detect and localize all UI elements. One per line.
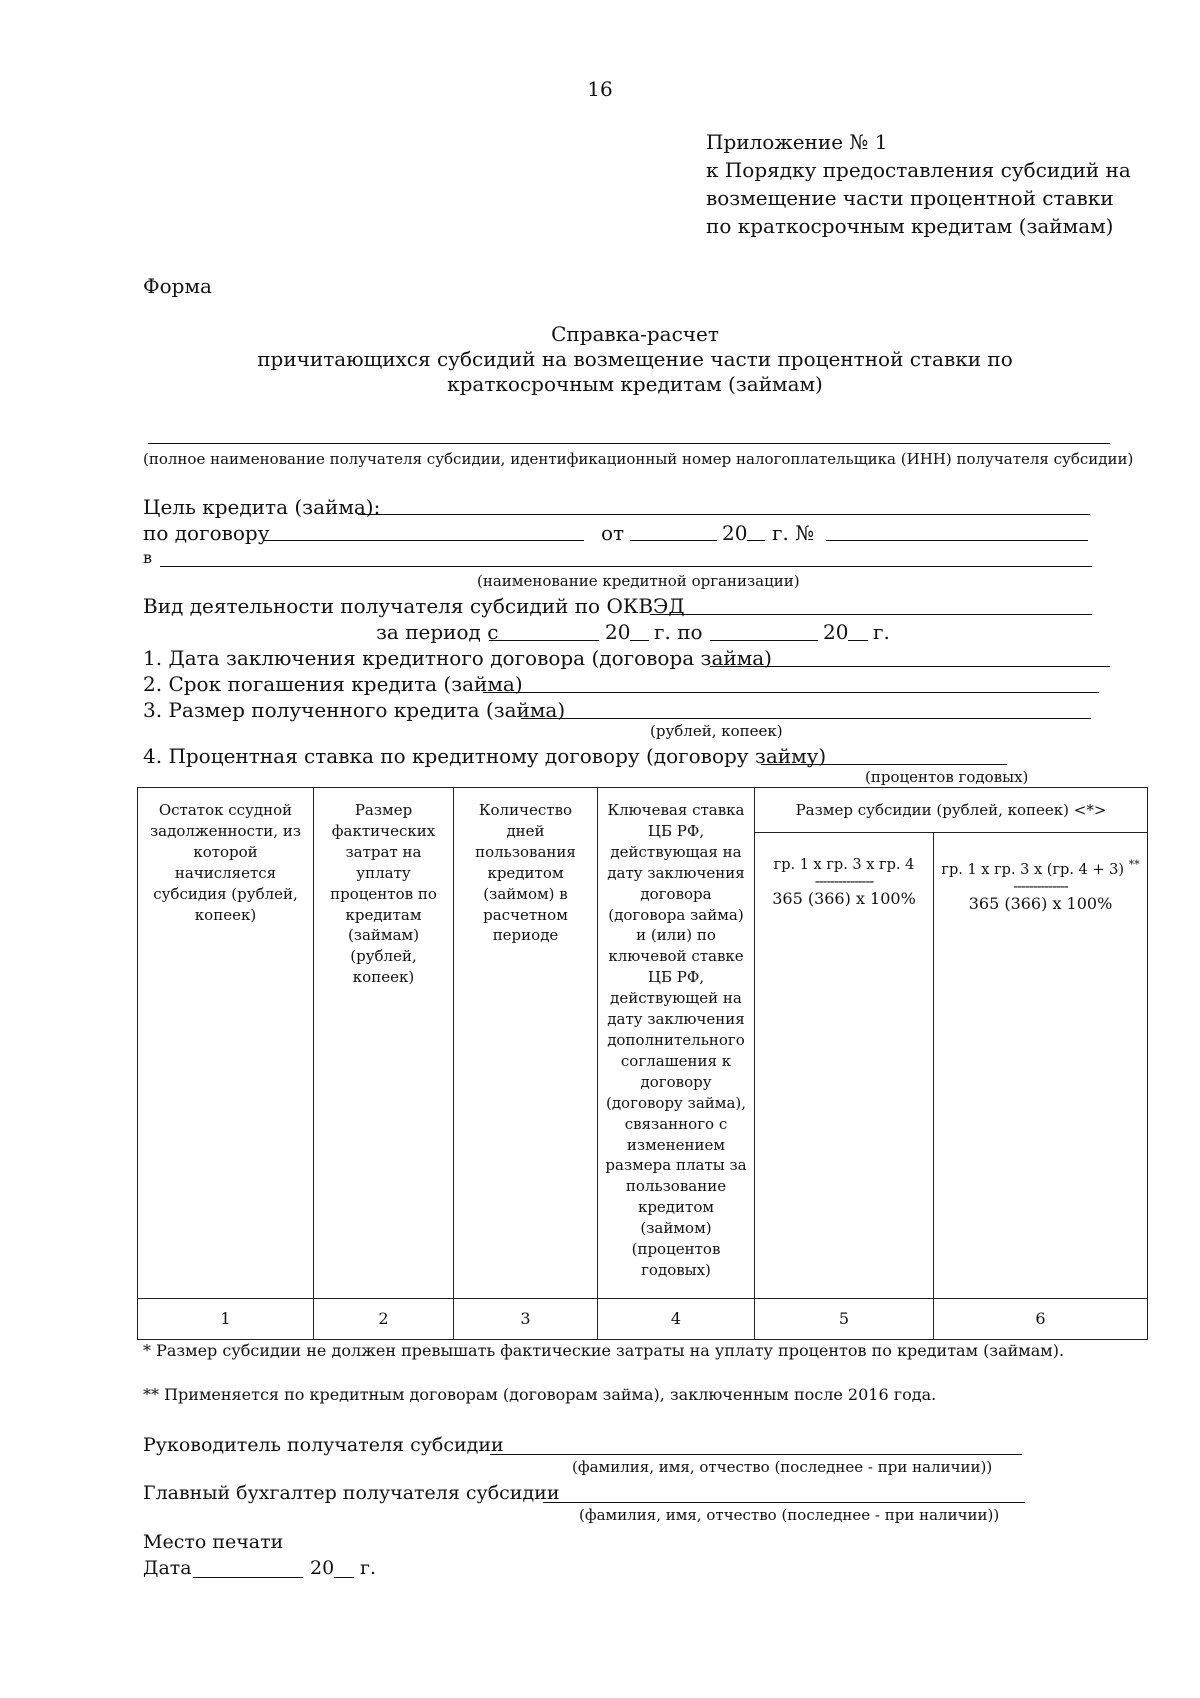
column-numbers-row bbox=[138, 1299, 1148, 1340]
appendix-line-4: по краткосрочным кредитам (займам) bbox=[706, 214, 1114, 238]
period-end-suffix: г. bbox=[873, 620, 890, 644]
col-2-header: Размер фактических затрат на уплату процентов по кредитам (займам) (рублей, копеек) bbox=[314, 788, 454, 1299]
col-6-formula-numerator bbox=[940, 855, 1141, 880]
item-2-label: 2. Срок погашения кредита (займа) bbox=[143, 672, 523, 696]
contract-number-line[interactable] bbox=[826, 540, 1088, 541]
period-from-label: за период с bbox=[376, 620, 499, 644]
contract-label: по договору bbox=[143, 521, 270, 545]
item-4-caption: (процентов годовых) bbox=[865, 768, 1029, 786]
period-to-label: г. по bbox=[654, 620, 703, 644]
contract-year-prefix: 20 bbox=[722, 521, 748, 545]
col-5-formula-numerator: гр. 1 х гр. 3 х гр. 4 bbox=[773, 857, 915, 873]
period-end-year: 20 bbox=[823, 620, 849, 644]
col-6-fraction-bar: -------------- bbox=[1013, 878, 1068, 895]
date-year-line[interactable] bbox=[334, 1577, 354, 1578]
column-number-3: 3 bbox=[454, 1299, 598, 1340]
col-4-header: Ключевая ставка ЦБ РФ, действующая на дату заключения договора (договора займа) и (или) по ключевой ставке ЦБ РФ, действующей на дату заключения дополнительного соглашения к договору (договору займа), связанного с изменением размера платы за пользование кредитом (займом) (процентов годовых) bbox=[598, 788, 755, 1299]
bank-prefix: в bbox=[143, 548, 153, 567]
page-number: 16 bbox=[587, 77, 613, 101]
col-5-6-header: Размер субсидии (рублей, копеек) <*> bbox=[755, 788, 1148, 833]
credit-purpose-line[interactable] bbox=[358, 514, 1090, 515]
date-year-suffix: г. bbox=[360, 1557, 376, 1579]
appendix-heading bbox=[706, 128, 1131, 240]
appendix-line-1: Приложение № 1 bbox=[706, 130, 888, 154]
footnote-2: ** Применяется по кредитным договорам (договорам займа), заключенным после 2016 года. bbox=[143, 1385, 937, 1404]
accountant-signature-label: Главный бухгалтер получателя субсидии bbox=[143, 1482, 560, 1504]
column-number-6: 6 bbox=[934, 1299, 1148, 1340]
period-start-line[interactable] bbox=[489, 640, 599, 641]
item-1-label: 1. Дата заключения кредитного договора (договора займа) bbox=[143, 646, 772, 670]
head-signature-caption: (фамилия, имя, отчество (последнее - при наличии)) bbox=[572, 1458, 993, 1476]
period-start-year-line[interactable] bbox=[630, 640, 649, 641]
period-end-year-line[interactable] bbox=[848, 640, 868, 641]
item-3-line[interactable] bbox=[521, 718, 1091, 719]
subsidy-calculation-table bbox=[137, 787, 1148, 1340]
document-title-line-3: краткосрочным кредитам (займам) bbox=[447, 372, 823, 396]
head-signature-line[interactable] bbox=[490, 1454, 1022, 1455]
contract-date-line[interactable] bbox=[630, 540, 717, 541]
appendix-line-2: к Порядку предоставления субсидий на bbox=[706, 158, 1131, 182]
accountant-signature-caption: (фамилия, имя, отчество (последнее - при наличии)) bbox=[579, 1506, 1000, 1524]
item-3-label: 3. Размер полученного кредита (займа) bbox=[143, 698, 566, 722]
credit-purpose-label: Цель кредита (займа): bbox=[143, 495, 381, 519]
bank-caption: (наименование кредитной организации) bbox=[477, 572, 800, 590]
column-number-1: 1 bbox=[138, 1299, 314, 1340]
document-title-line-2: причитающихся субсидий на возмещение части процентной ставки по bbox=[257, 347, 1013, 371]
contract-year-line[interactable] bbox=[747, 540, 765, 541]
date-line[interactable] bbox=[193, 1577, 303, 1578]
column-number-4: 4 bbox=[598, 1299, 755, 1340]
date-year-prefix: 20 bbox=[310, 1557, 335, 1579]
activity-label: Вид деятельности получателя субсидий по ОКВЭД bbox=[143, 594, 685, 618]
col-5-formula bbox=[755, 833, 934, 1299]
item-4-line[interactable] bbox=[761, 764, 1007, 765]
recipient-name-line[interactable] bbox=[148, 443, 1110, 444]
col-6-formula bbox=[934, 833, 1148, 1299]
stamp-label: Место печати bbox=[143, 1531, 284, 1553]
col-6-formula-denominator: 365 (366) х 100% bbox=[968, 893, 1113, 913]
item-2-line[interactable] bbox=[483, 692, 1099, 693]
document-title-line-1: Справка-расчет bbox=[551, 322, 719, 346]
head-signature-label: Руководитель получателя субсидии bbox=[143, 1434, 504, 1456]
activity-line[interactable] bbox=[650, 614, 1092, 615]
from-label: от bbox=[601, 521, 625, 545]
contract-number-label: г. № bbox=[772, 521, 815, 545]
form-label: Форма bbox=[143, 274, 212, 298]
footnote-1: * Размер субсидии не должен превышать фактические затраты на уплату процентов по кредитам (займам). bbox=[143, 1341, 1065, 1360]
col-1-header: Остаток ссудной задолженности, из которой начисляется субсидия (рублей, копеек) bbox=[138, 788, 314, 1299]
recipient-caption: (полное наименование получателя субсидии, идентификационный номер налогоплательщика (ИНН) получателя субсидии) bbox=[143, 450, 1134, 468]
column-number-2: 2 bbox=[314, 1299, 454, 1340]
item-3-caption: (рублей, копеек) bbox=[650, 722, 783, 740]
table-header-row bbox=[138, 788, 1148, 833]
col-5-formula-denominator: 365 (366) х 100% bbox=[772, 889, 916, 908]
col-5-fraction-bar: --------------- bbox=[814, 874, 874, 890]
accountant-signature-line[interactable] bbox=[543, 1502, 1025, 1503]
item-1-line[interactable] bbox=[710, 666, 1110, 667]
item-4-label: 4. Процентная ставка по кредитному договору (договору займу) bbox=[143, 744, 827, 768]
contract-line[interactable] bbox=[264, 540, 584, 541]
date-label: Дата bbox=[143, 1557, 192, 1579]
period-start-year: 20 bbox=[605, 620, 631, 644]
col-6-double-star: ** bbox=[1128, 858, 1140, 871]
bank-line[interactable] bbox=[160, 566, 1092, 567]
col-6-numerator-text: гр. 1 х гр. 3 х (гр. 4 + 3) bbox=[941, 861, 1125, 878]
period-end-line[interactable] bbox=[710, 640, 818, 641]
appendix-line-3: возмещение части процентной ставки bbox=[706, 186, 1114, 210]
column-number-5: 5 bbox=[755, 1299, 934, 1340]
col-3-header: Количество дней пользования кредитом (займом) в расчетном периоде bbox=[454, 788, 598, 1299]
